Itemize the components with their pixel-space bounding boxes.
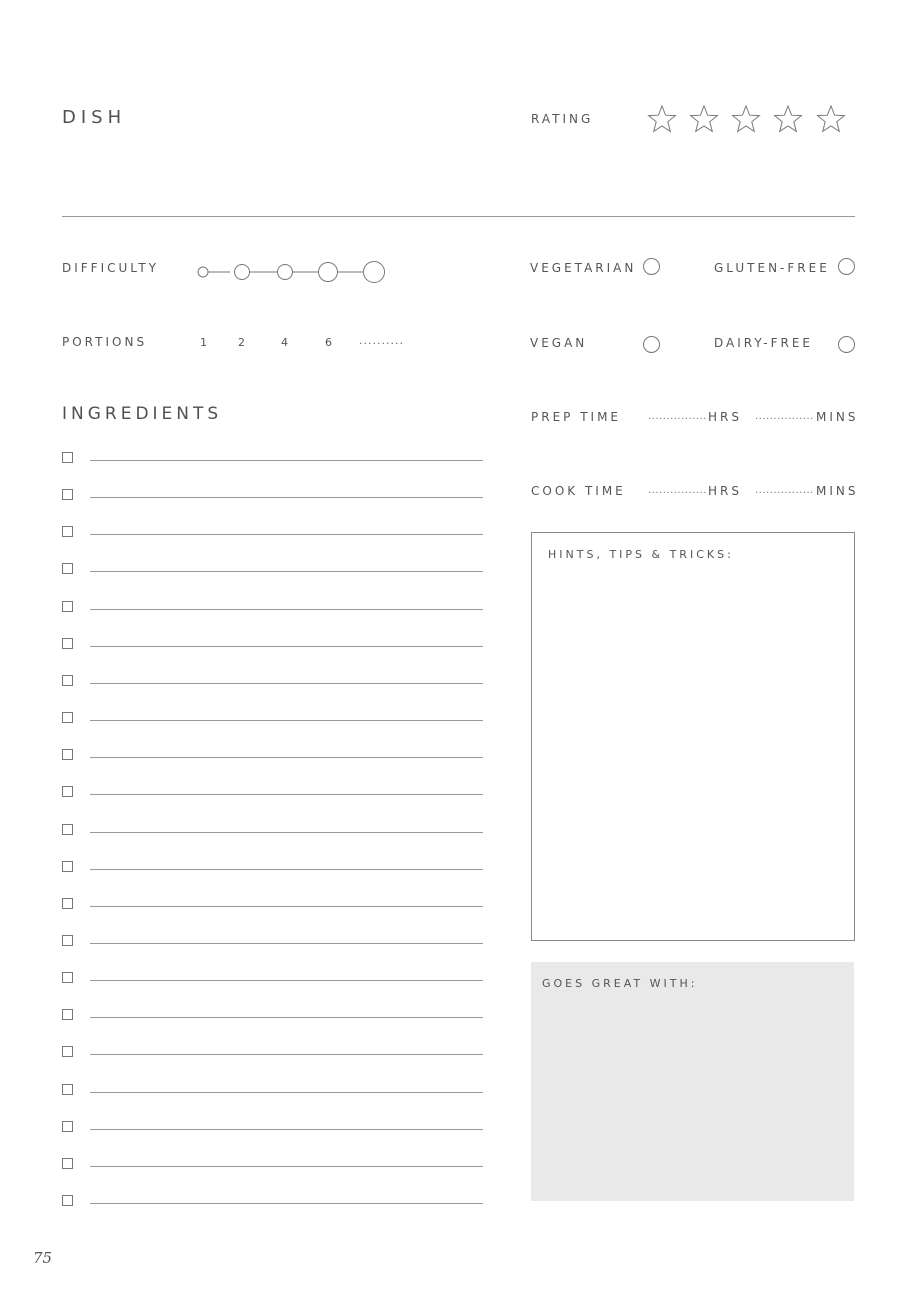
ingredient-row [62, 638, 483, 652]
ingredient-checkbox[interactable] [62, 452, 73, 463]
ingredient-line[interactable] [90, 757, 483, 758]
divider [62, 216, 855, 217]
ingredient-checkbox[interactable] [62, 526, 73, 537]
ingredient-row [62, 749, 483, 763]
ingredient-row [62, 861, 483, 875]
portion-option-4[interactable]: 4 [281, 336, 288, 349]
difficulty-level-5[interactable] [364, 262, 385, 283]
cook-time-label: COOK TIME [531, 484, 626, 498]
difficulty-level-2[interactable] [235, 265, 250, 280]
gluten-free-checkbox[interactable] [838, 258, 855, 275]
ingredient-row [62, 935, 483, 949]
ingredient-row [62, 824, 483, 838]
ingredient-line[interactable] [90, 869, 483, 870]
ingredient-line[interactable] [90, 1092, 483, 1093]
ingredient-line[interactable] [90, 906, 483, 907]
hints-label: HINTS, TIPS & TRICKS: [548, 548, 734, 561]
star-icon[interactable] [816, 104, 846, 134]
star-icon[interactable] [647, 104, 677, 134]
dairy-free-label: DAIRY-FREE [714, 336, 813, 350]
ingredient-line[interactable] [90, 646, 483, 647]
ingredient-checkbox[interactable] [62, 489, 73, 500]
portion-option-1[interactable]: 1 [200, 336, 207, 349]
ingredient-line[interactable] [90, 1054, 483, 1055]
ingredient-checkbox[interactable] [62, 1009, 73, 1020]
prep-time-label: PREP TIME [531, 410, 622, 424]
ingredient-row [62, 489, 483, 503]
ingredient-checkbox[interactable] [62, 1195, 73, 1206]
ingredient-line[interactable] [90, 683, 483, 684]
ingredient-row [62, 1158, 483, 1172]
ingredient-line[interactable] [90, 534, 483, 535]
ingredient-checkbox[interactable] [62, 786, 73, 797]
prep-hrs-unit: HRS [708, 410, 742, 424]
ingredient-checkbox[interactable] [62, 1084, 73, 1095]
ingredient-line[interactable] [90, 980, 483, 981]
ingredients-title: INGREDIENTS [62, 404, 223, 424]
ingredient-line[interactable] [90, 943, 483, 944]
vegan-label: VEGAN [530, 336, 588, 350]
ingredient-line[interactable] [90, 1017, 483, 1018]
portion-other-blank[interactable]: .......... [359, 334, 404, 347]
cook-mins-unit: MINS [816, 484, 859, 498]
ingredient-row [62, 452, 483, 466]
ingredient-row [62, 972, 483, 986]
ingredient-row [62, 1009, 483, 1023]
difficulty-scale [192, 255, 392, 289]
dish-label: DISH [62, 107, 127, 128]
difficulty-level-1[interactable] [198, 267, 208, 277]
ingredient-line[interactable] [90, 609, 483, 610]
hints-box[interactable] [531, 532, 855, 941]
ingredient-line[interactable] [90, 832, 483, 833]
prep-mins-unit: MINS [816, 410, 859, 424]
ingredient-line[interactable] [90, 1129, 483, 1130]
portion-option-6[interactable]: 6 [325, 336, 332, 349]
prep-mins-blank[interactable]: ................ [755, 411, 814, 422]
ingredient-checkbox[interactable] [62, 861, 73, 872]
ingredient-line[interactable] [90, 794, 483, 795]
page-number: 75 [33, 1249, 53, 1267]
vegan-checkbox[interactable] [643, 336, 660, 353]
ingredient-line[interactable] [90, 1203, 483, 1204]
ingredient-row [62, 786, 483, 800]
ingredient-checkbox[interactable] [62, 1046, 73, 1057]
portions-label: PORTIONS [62, 335, 148, 349]
ingredient-checkbox[interactable] [62, 824, 73, 835]
ingredient-checkbox[interactable] [62, 972, 73, 983]
prep-hours-blank[interactable]: ................ [648, 411, 707, 422]
ingredient-row [62, 526, 483, 540]
ingredient-checkbox[interactable] [62, 749, 73, 760]
ingredient-line[interactable] [90, 497, 483, 498]
difficulty-level-4[interactable] [319, 263, 338, 282]
vegetarian-checkbox[interactable] [643, 258, 660, 275]
ingredient-checkbox[interactable] [62, 1158, 73, 1169]
cook-hours-blank[interactable]: ................ [648, 485, 707, 496]
ingredient-line[interactable] [90, 1166, 483, 1167]
ingredient-checkbox[interactable] [62, 638, 73, 649]
ingredient-line[interactable] [90, 571, 483, 572]
ingredient-row [62, 1195, 483, 1209]
ingredient-row [62, 563, 483, 577]
goes-great-with-label: GOES GREAT WITH: [542, 977, 698, 990]
ingredient-checkbox[interactable] [62, 675, 73, 686]
ingredient-line[interactable] [90, 460, 483, 461]
star-icon[interactable] [689, 104, 719, 134]
ingredient-checkbox[interactable] [62, 935, 73, 946]
ingredient-row [62, 1121, 483, 1135]
ingredient-row [62, 712, 483, 726]
ingredient-row [62, 898, 483, 912]
ingredient-row [62, 675, 483, 689]
star-icon[interactable] [773, 104, 803, 134]
ingredient-checkbox[interactable] [62, 563, 73, 574]
difficulty-label: DIFFICULTY [62, 261, 159, 275]
ingredient-checkbox[interactable] [62, 1121, 73, 1132]
rating-label: RATING [531, 112, 594, 126]
ingredient-checkbox[interactable] [62, 601, 73, 612]
ingredient-row [62, 601, 483, 615]
star-icon[interactable] [731, 104, 761, 134]
difficulty-level-3[interactable] [278, 265, 293, 280]
ingredient-checkbox[interactable] [62, 712, 73, 723]
portion-option-2[interactable]: 2 [238, 336, 245, 349]
goes-great-with-box[interactable] [531, 962, 854, 1201]
gluten-free-label: GLUTEN-FREE [714, 261, 830, 275]
ingredient-row [62, 1046, 483, 1060]
ingredient-row [62, 1084, 483, 1098]
vegetarian-label: VEGETARIAN [530, 261, 637, 275]
cook-mins-blank[interactable]: ................ [755, 485, 814, 496]
dairy-free-checkbox[interactable] [838, 336, 855, 353]
ingredient-checkbox[interactable] [62, 898, 73, 909]
ingredient-line[interactable] [90, 720, 483, 721]
cook-hrs-unit: HRS [708, 484, 742, 498]
